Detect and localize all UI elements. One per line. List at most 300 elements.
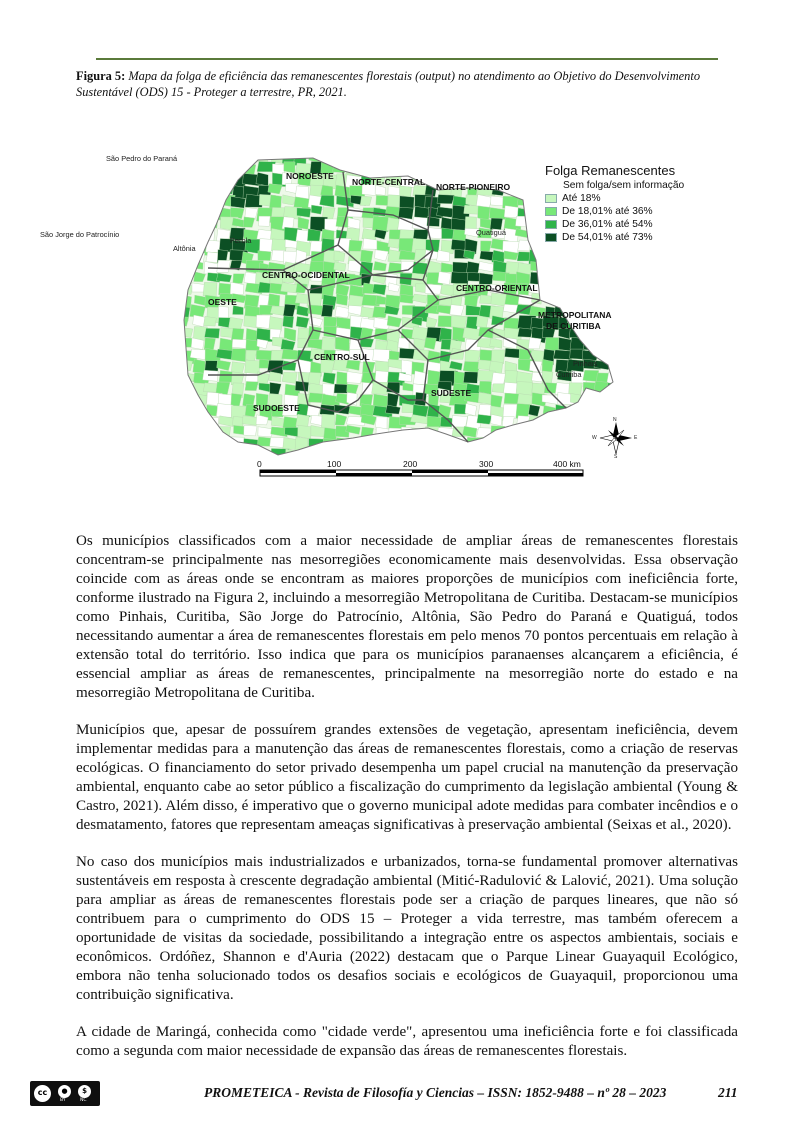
- municipality-patch: [619, 340, 634, 352]
- municipality-patch: [594, 448, 612, 460]
- municipality-patch: [350, 438, 366, 452]
- municipality-patch: [282, 461, 294, 471]
- municipality-patch: [517, 195, 534, 206]
- legend-swatch-4: [545, 233, 557, 242]
- municipality-patch: [376, 195, 388, 205]
- municipality-patch: [439, 449, 450, 465]
- municipality-patch: [505, 164, 521, 179]
- municipality-patch: [594, 250, 606, 263]
- municipality-patch: [583, 250, 599, 265]
- municipality-patch: [349, 449, 368, 460]
- municipality-patch: [544, 152, 556, 163]
- municipality-patch: [531, 447, 543, 459]
- municipality-patch: [467, 437, 483, 450]
- municipality-patch: [412, 447, 423, 457]
- municipality-patch: [267, 360, 283, 374]
- municipality-patch: [556, 282, 567, 297]
- municipality-patch: [622, 318, 634, 329]
- municipality-patch: [622, 383, 635, 395]
- municipality-patch: [191, 427, 205, 442]
- municipality-patch: [622, 414, 637, 423]
- municipality-patch: [595, 416, 608, 426]
- municipality-patch: [245, 381, 258, 390]
- municipality-patch: [621, 272, 635, 288]
- legend-title: Folga Remanescentes: [545, 163, 676, 178]
- municipality-patch: [242, 416, 257, 426]
- municipality-patch: [595, 262, 613, 277]
- municipality-patch: [622, 328, 639, 340]
- municipality-patch: [607, 250, 623, 263]
- municipality-patch: [541, 425, 559, 434]
- municipality-patch: [374, 162, 393, 177]
- municipality-patch: [555, 417, 571, 433]
- municipality-patch: [607, 383, 618, 393]
- municipality-patch: [259, 216, 271, 226]
- municipality-patch: [582, 284, 595, 297]
- municipality-patch: [180, 327, 193, 337]
- municipality-patch: [518, 328, 533, 338]
- municipality-patch: [442, 460, 456, 470]
- municipality-patch: [218, 184, 233, 194]
- municipality-patch: [436, 207, 454, 218]
- municipality-patch: [503, 449, 521, 463]
- municipality-patch: [333, 153, 349, 167]
- region-label-sudoeste: SUDOESTE: [253, 403, 300, 413]
- municipality-patch: [595, 393, 611, 403]
- municipality-patch: [190, 163, 207, 173]
- cc-icon: cc: [33, 1084, 52, 1103]
- municipality-patch: [216, 437, 232, 451]
- municipality-patch: [218, 458, 229, 473]
- municipality-patch: [321, 414, 335, 429]
- region-label-de-curitiba: DE CURITIBA: [546, 321, 601, 331]
- municipality-patch: [515, 216, 532, 227]
- municipality-patch: [607, 282, 625, 296]
- municipality-patch: [387, 162, 404, 173]
- by-label: BY: [60, 1098, 66, 1103]
- city-label-altonia: Altônia: [173, 244, 196, 253]
- nc-icon: $: [77, 1084, 92, 1099]
- municipality-patch: [231, 471, 246, 482]
- municipality-patch: [476, 315, 488, 327]
- municipality-patch: [177, 206, 196, 221]
- municipality-patch: [335, 337, 349, 351]
- legend-item-0: [545, 179, 684, 192]
- municipality-patch: [568, 416, 581, 429]
- municipality-patch: [190, 459, 208, 472]
- municipality-patch: [193, 471, 205, 482]
- municipality-patch: [372, 439, 388, 449]
- municipality-patch: [594, 282, 607, 291]
- municipality-patch: [450, 152, 464, 165]
- municipality-patch: [492, 163, 508, 176]
- municipality-patch: [180, 469, 191, 479]
- scale-label-100: 100: [327, 459, 342, 469]
- municipality-patch: [595, 338, 607, 352]
- municipality-patch: [230, 461, 242, 472]
- compass-w: W: [592, 435, 597, 441]
- municipality-patch: [594, 295, 608, 307]
- municipality-patch: [516, 382, 533, 396]
- municipality-patch: [515, 460, 532, 471]
- municipality-patch: [295, 359, 311, 373]
- paragraph-4: A cidade de Maringá, conhecida como "cidade verde", apresentou uma ineficiência forte e foi classificada como a segunda com maior necessidade de expansão das áreas de remanescentes florestais.: [76, 1024, 738, 1059]
- municipality-patch: [191, 207, 208, 220]
- municipality-patch: [477, 150, 493, 165]
- municipality-patch: [541, 282, 556, 295]
- city-label-curitiba: Curitiba: [556, 370, 582, 379]
- city-label-sao-pedro: São Pedro do Paraná: [106, 154, 178, 163]
- municipality-patch: [610, 151, 628, 164]
- legend-swatch-1: [545, 194, 557, 203]
- municipality-patch: [582, 394, 595, 408]
- municipality-patch: [621, 249, 634, 264]
- region-label-metropolitana: METROPOLITANA: [538, 310, 612, 320]
- municipality-patch: [180, 216, 195, 226]
- municipality-patch: [503, 151, 520, 165]
- municipality-patch: [489, 448, 502, 459]
- municipality-patch: [570, 251, 588, 264]
- region-label-centro-sul: CENTRO-SUL: [314, 352, 370, 362]
- municipality-patch: [347, 371, 363, 383]
- municipality-patch: [490, 151, 508, 161]
- municipality-patch: [426, 447, 438, 462]
- municipality-patch: [580, 153, 595, 163]
- municipality-patch: [205, 195, 218, 207]
- municipality-patch: [620, 392, 631, 401]
- municipality-patch: [244, 425, 257, 436]
- municipality-patch: [544, 263, 563, 279]
- municipality-patch: [503, 427, 520, 440]
- municipality-patch: [181, 175, 197, 184]
- map-legend: [545, 163, 684, 244]
- municipality-patch: [543, 416, 558, 427]
- municipality-patch: [181, 228, 197, 240]
- municipality-patch: [182, 197, 194, 212]
- municipality-patch: [256, 172, 268, 185]
- municipality-patch: [386, 449, 402, 463]
- municipality-patch: [568, 405, 588, 419]
- municipality-patch: [412, 153, 427, 163]
- scale-label-0: 0: [257, 459, 262, 469]
- municipality-patch: [295, 450, 311, 459]
- municipality-patch: [231, 196, 246, 208]
- municipality-patch: [624, 459, 639, 470]
- municipality-patch: [425, 162, 443, 175]
- municipality-patch: [582, 471, 599, 485]
- municipality-patch: [543, 439, 555, 449]
- municipality-patch: [621, 304, 634, 318]
- municipality-patch: [568, 282, 581, 293]
- municipality-patch: [387, 436, 400, 446]
- legend-swatch-3: [545, 220, 557, 229]
- municipality-patch: [543, 251, 561, 260]
- municipality-patch: [296, 316, 309, 328]
- nc-label: NC: [80, 1098, 87, 1103]
- scale-label-200: 200: [403, 459, 418, 469]
- municipality-patch: [477, 414, 492, 424]
- municipality-patch: [568, 261, 585, 275]
- municipality-patch: [610, 261, 627, 272]
- municipality-patch: [516, 184, 535, 198]
- municipality-patch: [441, 163, 457, 176]
- region-label-norte-central: NORTE-CENTRAL: [352, 177, 426, 187]
- municipality-patch: [178, 184, 190, 197]
- municipality-patch: [177, 436, 191, 449]
- municipality-patch: [528, 426, 543, 439]
- municipality-patch: [595, 349, 613, 358]
- municipality-patch: [608, 328, 621, 341]
- paragraph-2: Municípios que, apesar de possuírem grandes extensões de vegetação, apresentam ineficiência, devem implementar medidas para a manutenção das áreas de remanescentes florestais, como a criação de reservas ecológicas. O financiamento do setor privado desempenha um papel crucial na manutenção da preservação ambiental, enquanto cabe ao setor público a fiscalização do cumprimento da legislação ambiental (Young & Castro, 2021). Além disso, é imperativo que o governo municipal adote medidas para combater incêndios e o desmatamento, fatores que representam ameaças significativas à preservação ambiental (Seixas et al., 2020).: [76, 722, 738, 833]
- legend-item-4: [545, 231, 684, 244]
- municipality-patch: [623, 362, 640, 372]
- municipality-patch: [450, 162, 463, 172]
- municipality-patch: [596, 405, 609, 414]
- article-body: [76, 532, 738, 1079]
- municipality-patch: [427, 416, 442, 428]
- municipality-patch: [207, 449, 225, 458]
- region-label-sudeste: SUDESTE: [431, 388, 472, 398]
- municipality-patch: [607, 372, 626, 384]
- municipality-patch: [320, 151, 337, 162]
- municipality-patch: [414, 436, 429, 451]
- municipality-patch: [530, 217, 544, 231]
- municipality-patch: [180, 392, 193, 405]
- scale-label-400: 400 km: [553, 459, 581, 469]
- municipality-patch: [515, 436, 531, 448]
- scale-label-300: 300: [479, 459, 494, 469]
- municipality-patch: [192, 283, 205, 292]
- compass-s: S: [614, 454, 618, 460]
- municipality-patch: [464, 161, 477, 171]
- page-number: 211: [718, 1085, 738, 1100]
- municipality-patch: [402, 161, 416, 176]
- municipality-patch: [465, 350, 481, 363]
- scale-bar: [260, 470, 583, 476]
- municipality-patch: [309, 448, 321, 462]
- municipality-patch: [178, 404, 195, 417]
- municipality-patch: [530, 261, 545, 272]
- municipality-patch: [206, 163, 220, 177]
- municipality-patch: [399, 196, 414, 209]
- municipality-patch: [335, 448, 354, 457]
- municipality-patch: [426, 152, 442, 162]
- region-label-noroeste: NOROESTE: [286, 171, 334, 181]
- municipality-patch: [207, 426, 219, 436]
- municipality-patch: [556, 250, 572, 262]
- municipality-patch: [607, 272, 623, 287]
- municipality-patch: [321, 337, 335, 352]
- municipality-patch: [606, 461, 620, 472]
- municipality-patch: [219, 162, 230, 171]
- municipality-patch: [437, 195, 455, 204]
- municipality-patch: [619, 448, 635, 458]
- municipality-patch: [217, 260, 231, 272]
- municipality-patch: [204, 459, 221, 473]
- municipality-patch: [452, 449, 466, 460]
- municipality-patch: [219, 449, 232, 460]
- municipality-patch: [529, 439, 543, 453]
- municipality-patch: [321, 305, 333, 317]
- municipality-patch: [203, 282, 217, 297]
- municipality-patch: [271, 250, 285, 262]
- municipality-patch: [374, 449, 385, 460]
- municipality-patch: [359, 151, 376, 162]
- city-label-pinhais: Pinhais: [573, 359, 598, 368]
- city-label-perola: Perola: [230, 236, 252, 245]
- city-label-quatigua: Quatiguá: [476, 228, 506, 237]
- city-label-sao-jorge: São Jorge do Patrocínio: [40, 230, 120, 239]
- municipality-patch: [620, 283, 639, 294]
- municipality-patch: [193, 359, 205, 373]
- municipality-patch: [362, 449, 379, 462]
- region-label-norte-pioneiro: NORTE-PIONEIRO: [436, 182, 511, 192]
- municipality-patch: [557, 273, 574, 284]
- municipality-patch: [178, 317, 189, 327]
- municipality-patch: [192, 217, 204, 227]
- legend-label-4: De 54,01% até 73%: [562, 232, 653, 243]
- region-label-centro-oriental: CENTRO-ORIENTAL: [456, 283, 538, 293]
- paragraph-1: Os municípios classificados com a maior necessidade de ampliar áreas de remanescentes florestais concentram-se principalmente nas mesorregiões economicamente mais desenvolvidas. Essa observação coincide com as áreas onde se encontram as maiores proporções de municípios com ineficiência forte, conforme ilustrado na Figura 2, incluindo a mesorregião Metropolitana de Curitiba. Destacam-se municípios como Pinhais, Curitiba, São Jorge do Patrocínio, Altônia, São Pedro do Paraná e Quatiguá, todos necessitando aumentar a área de remanescentes florestais em pelo menos 70 pontos percentuais em relação à extensão total do território. Isso indica que para os municípios paranaenses alcançarem a eficiência, é essencial ampliar as áreas de remanescentes, principalmente na mesorregião norte do estado e na mesorregião Metropolitana de Curitiba.: [76, 533, 738, 701]
- municipality-patch: [245, 360, 260, 374]
- legend-label-1: Até 18%: [562, 193, 601, 204]
- municipality-patch: [179, 426, 194, 442]
- legend-label-0: Sem folga/sem informação: [563, 180, 685, 191]
- municipality-patch: [218, 318, 230, 328]
- municipality-patch: [245, 150, 260, 160]
- municipality-patch: [193, 450, 211, 466]
- municipality-patch: [179, 416, 191, 428]
- municipality-patch: [193, 405, 204, 415]
- legend-label-2: De 18,01% até 36%: [562, 206, 653, 217]
- municipality-patch: [567, 439, 580, 448]
- municipality-patch: [438, 438, 452, 449]
- municipality-patch: [609, 394, 626, 405]
- municipality-patch: [541, 271, 552, 284]
- municipality-patch: [231, 449, 248, 460]
- municipality-patch: [206, 472, 224, 486]
- municipality-patch: [332, 164, 345, 173]
- municipality-patch: [556, 295, 576, 307]
- municipality-patch: [180, 460, 193, 470]
- municipality-patch: [375, 427, 390, 442]
- municipality-patch: [311, 205, 322, 214]
- municipality-patch: [336, 372, 348, 385]
- municipality-patch: [584, 262, 596, 273]
- municipality-patch: [553, 350, 572, 360]
- municipality-patch: [415, 392, 427, 405]
- municipality-patch: [400, 439, 413, 454]
- municipality-patch: [584, 340, 597, 351]
- municipality-patch: [491, 437, 504, 451]
- municipality-patch: [533, 150, 547, 162]
- municipality-patch: [295, 381, 309, 391]
- region-label-centro-ocidental: CENTRO-OCIDENTAL: [262, 270, 350, 280]
- municipality-patch: [594, 381, 609, 396]
- municipality-patch: [372, 153, 388, 162]
- municipality-patch: [179, 284, 193, 295]
- municipality-patch: [607, 350, 623, 366]
- municipality-patch: [570, 274, 587, 287]
- municipality-patch: [555, 438, 567, 449]
- municipality-patch: [180, 272, 192, 284]
- municipality-patch: [619, 262, 632, 276]
- municipality-patch: [503, 438, 516, 454]
- municipality-patch: [193, 416, 205, 432]
- municipality-patch: [179, 261, 194, 272]
- municipality-patch: [516, 448, 534, 459]
- municipality-patch: [283, 316, 294, 328]
- municipality-patch: [360, 196, 372, 205]
- figure-caption: [76, 68, 736, 100]
- municipality-patch: [516, 151, 534, 164]
- municipality-patch: [502, 417, 514, 428]
- municipality-patch: [424, 337, 436, 349]
- municipality-patch: [439, 152, 451, 166]
- municipality-patch: [297, 208, 311, 217]
- header-rule: [96, 58, 718, 60]
- municipality-patch: [594, 469, 605, 484]
- municipality-patch: [218, 151, 236, 166]
- municipality-patch: [217, 403, 234, 417]
- municipality-patch: [307, 229, 320, 241]
- municipality-patch: [193, 151, 210, 164]
- municipality-patch: [463, 372, 478, 384]
- municipality-patch: [296, 414, 309, 426]
- municipality-patch: [619, 373, 635, 383]
- municipality-patch: [194, 229, 207, 238]
- compass-e: E: [634, 435, 638, 441]
- paragraph-3: No caso dos municípios mais industrializados e urbanizados, torna-se fundamental promover alternativas sustentáveis em resposta à crescente degradação ambiental (Mitić-Radulović & Lalović, 2021). Uma solução para ampliar as áreas de remanescentes florestais pode ser a criação de parques lineares, que não só contribuem para o cumprimento do ODS 15 – Proteger a vida terrestre, mas também oferecem a oportunidade de visitas da sociedade, possibilitando a integração entre os aspectos ambientais, sociais e econômicos. Ordóñez, Shannon e d'Auria (2022) destacam que o Parque Linear Guayaquil Ecológico, embora não tenha solucionado todos os desafios sociais e ecológicos de Guayaquil, proporcionou uma contribuição significativa.: [76, 854, 738, 1003]
- municipality-patch: [585, 416, 596, 431]
- by-icon: ●: [57, 1084, 72, 1099]
- municipality-patch: [555, 426, 568, 441]
- municipality-patch: [349, 153, 359, 168]
- municipality-patch: [622, 350, 639, 362]
- municipality-patch: [217, 469, 232, 485]
- municipality-patch: [425, 439, 438, 449]
- parana-map-figure: [40, 150, 708, 490]
- municipality-patch: [243, 438, 258, 454]
- municipality-patch: [530, 460, 547, 470]
- municipality-patch: [528, 337, 541, 348]
- municipality-patch: [207, 206, 222, 221]
- municipality-patch: [519, 173, 535, 187]
- legend-item-3: [545, 218, 684, 231]
- municipality-patch: [231, 349, 246, 362]
- municipality-patch: [583, 405, 596, 417]
- municipality-patch: [581, 274, 595, 290]
- municipality-patch: [256, 151, 268, 163]
- municipality-patch: [177, 152, 196, 163]
- municipality-patch: [596, 439, 608, 449]
- municipality-patch: [401, 152, 414, 164]
- municipality-patch: [206, 150, 221, 165]
- municipality-patch: [438, 271, 451, 284]
- municipality-patch: [232, 152, 245, 168]
- municipality-patch: [256, 315, 271, 328]
- legend-item-1: [545, 192, 684, 205]
- municipality-patch: [570, 349, 584, 359]
- municipality-patch: [480, 241, 491, 252]
- municipality-patch: [542, 359, 553, 372]
- municipality-patch: [243, 458, 256, 468]
- municipality-patch: [191, 174, 210, 186]
- municipality-patch: [570, 296, 584, 311]
- municipality-patch: [451, 436, 468, 447]
- municipality-patch: [388, 239, 400, 248]
- municipality-patch: [282, 349, 300, 360]
